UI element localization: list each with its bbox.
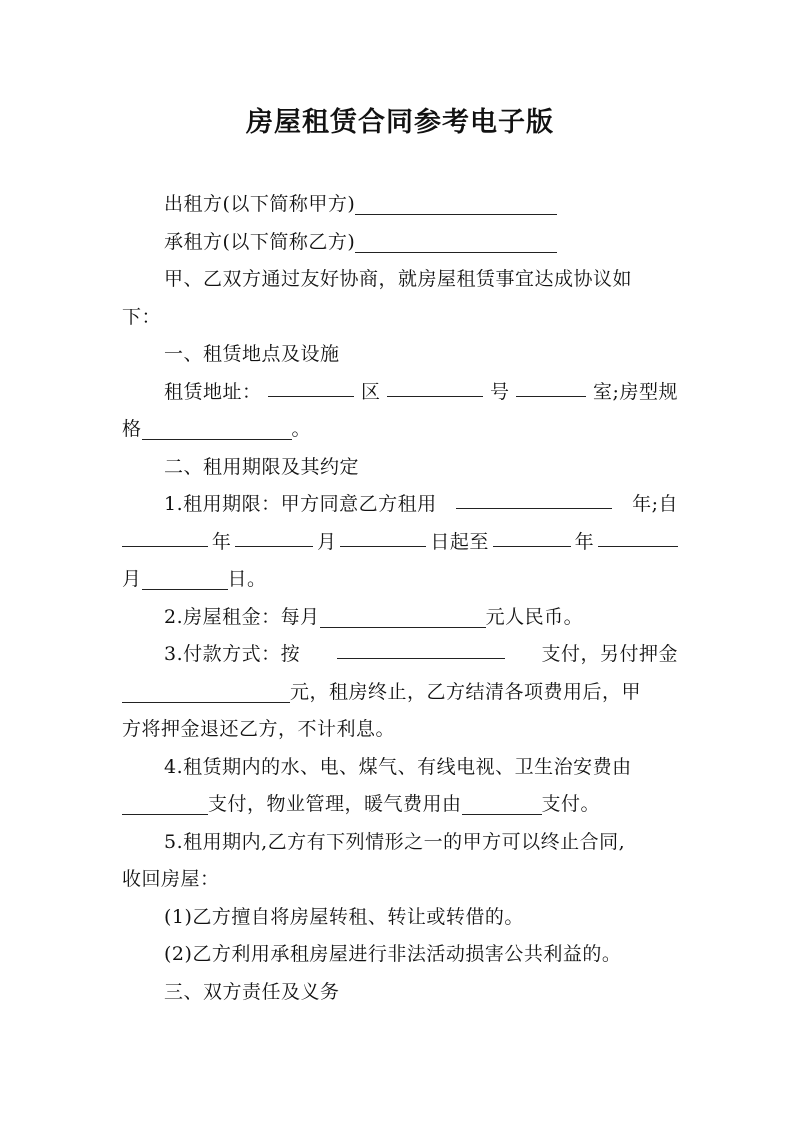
section-2-heading: 二、租用期限及其约定: [164, 455, 360, 478]
termination-item-1: (1)乙方擅自将房屋转租、转让或转借的。: [164, 905, 524, 928]
payment-line-2-text: 元，租房终止，乙方结清各项费用后，甲: [290, 680, 642, 703]
termination-line-2: 收回房屋：: [122, 868, 220, 890]
fees-line-2: [122, 786, 678, 824]
address-label: 租赁地址：: [164, 380, 262, 403]
start-month-text: 月: [317, 530, 337, 553]
document-title: 房屋租赁合同参考电子版: [246, 107, 554, 138]
end-month-blank[interactable]: [598, 524, 678, 547]
rent-unit: 元人民币。: [485, 605, 584, 628]
property-payer-blank[interactable]: [462, 792, 542, 815]
fees-pay-1: 支付，物业管理，暖气费用由: [208, 793, 462, 815]
lessor-line: [122, 186, 678, 224]
end-year-text: 年: [574, 530, 595, 553]
address-line: [122, 374, 678, 412]
term-line-1: [122, 486, 678, 524]
lessee-blank[interactable]: [355, 230, 557, 253]
lessor-label: 出租方(以下简称甲方): [164, 193, 356, 215]
payment-by-text: 3.付款方式：按: [164, 643, 301, 665]
number-blank[interactable]: [387, 374, 483, 397]
rent-blank[interactable]: [320, 605, 486, 628]
end-day-text: 日。: [227, 568, 267, 590]
end-day-blank[interactable]: [142, 567, 228, 590]
start-year-blank[interactable]: [122, 524, 208, 547]
district-text: 区: [361, 380, 381, 403]
street-blank[interactable]: [268, 374, 354, 397]
fees-pay-2: 支付。: [541, 793, 601, 815]
payment-line-3: 方将押金退还乙方，不计利息。: [122, 718, 396, 740]
deposit-blank[interactable]: [122, 680, 290, 703]
payment-method-blank[interactable]: [337, 636, 505, 659]
start-day-text: 日起至: [430, 530, 489, 553]
start-year-text: 年: [211, 530, 232, 553]
contract-body: [122, 186, 678, 1011]
intro-line-2: 下：: [122, 305, 162, 328]
payment-line-1: [122, 636, 678, 674]
payment-line-2: [122, 674, 678, 712]
room-blank[interactable]: [516, 374, 586, 397]
utilities-payer-blank[interactable]: [122, 792, 208, 815]
lessee-line: [122, 224, 678, 262]
lessee-label: 承租方(以下简称乙方): [164, 230, 356, 253]
address-line-2: [122, 411, 678, 449]
rent-label: 2.房屋租金：每月: [164, 605, 320, 628]
deposit-text: 支付，另付押金: [541, 643, 678, 665]
term-label: 1.租用期限：甲方同意乙方租用: [164, 493, 437, 515]
termination-item-2: (2)乙方利用承租房屋进行非法活动损害公共利益的。: [164, 943, 622, 965]
start-month-blank[interactable]: [235, 524, 313, 547]
start-day-blank[interactable]: [340, 524, 426, 547]
rent-line: [122, 599, 678, 637]
room-type-prefix: 格: [122, 418, 142, 440]
term-line-2: [122, 524, 678, 562]
section-3-heading: 三、双方责任及义务: [164, 980, 340, 1003]
end-month-text: 月: [122, 568, 142, 590]
room-type-text: 室;房型规: [593, 380, 678, 403]
room-type-blank[interactable]: [142, 417, 292, 440]
end-year-blank[interactable]: [493, 524, 571, 547]
section-1-heading: 一、租赁地点及设施: [164, 343, 340, 365]
address-end: 。: [291, 418, 312, 440]
fees-line-1: 4.租赁期内的水、电、煤气、有线电视、卫生治安费由: [164, 755, 632, 778]
term-line-3: [122, 561, 678, 599]
lessor-blank[interactable]: [355, 192, 557, 215]
number-text: 号: [490, 380, 510, 403]
term-year-from: 年;自: [632, 493, 678, 515]
termination-line-1: 5.租用期内,乙方有下列情形之一的甲方可以终止合同,: [164, 830, 626, 853]
term-years-blank[interactable]: [456, 486, 612, 509]
intro-line-1: 甲、乙双方通过友好协商，就房屋租赁事宜达成协议如: [164, 268, 633, 290]
